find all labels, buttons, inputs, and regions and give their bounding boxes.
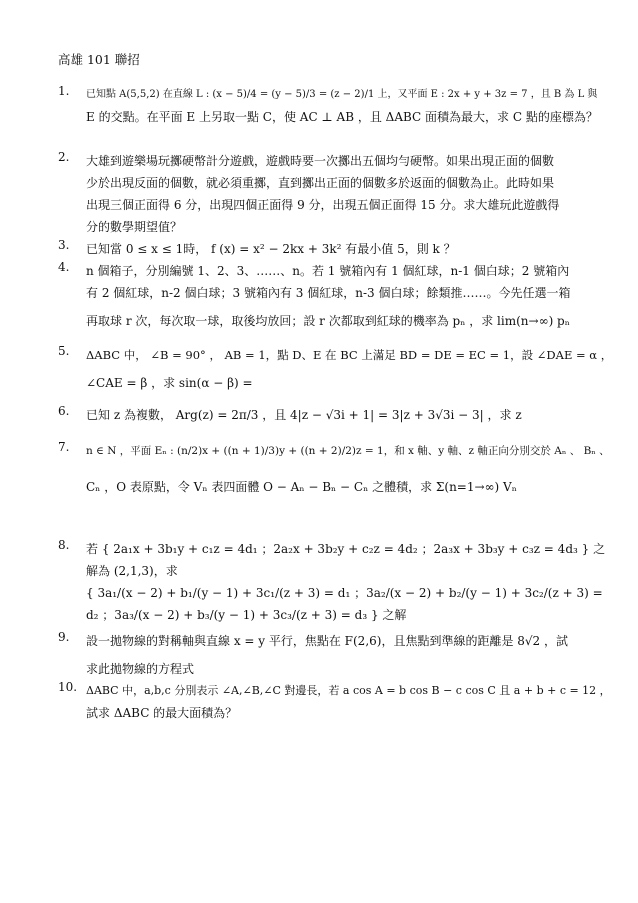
question-line: 分的數學期望值？	[86, 220, 183, 234]
question-line: ΔABC 中，a,b,c 分別表示 ∠A,∠B,∠C 對邊長，若 a cos A = b cos B − c cos C 且 a + b + c = 12 ，	[86, 684, 611, 697]
question-number: 3.	[58, 238, 70, 252]
question-line: n 個箱子，分別編號 1、2、3、……、n。若 1 號箱內有 1 個紅球，n-1 個白球；2 號箱內	[86, 264, 570, 278]
question-number: 5.	[58, 344, 70, 358]
page-title: 高雄 101 聯招	[58, 52, 140, 67]
question-line: E 的交點。在平面 E 上另取一點 C，使 AC ⊥ AB ，且 ΔABC 面積為最大，求 C 點的座標為？	[86, 110, 598, 124]
question-line: ΔABC 中， ∠B = 90° ， AB = 1，點 D、E 在 BC 上滿足 BD = DE = EC = 1，設 ∠DAE = α ，	[86, 348, 613, 362]
question-line: 已知 z 為複數， Arg(z) = 2π/3 ，且 4|z − √3i + 1| = 3|z + 3√3i − 3| ，求 z	[86, 408, 522, 422]
question-number: 7.	[58, 440, 70, 454]
question-line: 少於出現反面的個數，就必須重擲，直到擲出正面的個數多於返面的個數為止。此時如果	[86, 176, 555, 190]
question-number: 1.	[58, 84, 70, 98]
question-line: n ∈ N ，平面 Eₙ : (n/2)x + ((n + 1)/3)y + ((n + 2)/2)z = 1，和 x 軸、y 軸、z 軸正向分別交於 Aₙ 、 Bₙ 、	[86, 445, 610, 457]
question-line: 求此拋物線的方程式	[86, 662, 195, 676]
question-line: 試求 ΔABC 的最大面積為？	[86, 706, 238, 720]
question-line: 設一拋物線的對稱軸與直線 x = y 平行，焦點在 F(2,6)，且焦點到準線的距離是 8√2 ，試	[86, 634, 568, 648]
question-line: { 3a₁/(x − 2) + b₁/(y − 1) + 3c₁/(z + 3) = d₁ ；3a₂/(x − 2) + b₂/(y − 1) + 3c₂/(z + 3) = d₂ ；3a₃/(x − 2) + b₃/(y − 1) + 3c₃/(z + 3) = d₃ } 之解	[86, 586, 603, 622]
question-number: 8.	[58, 538, 70, 552]
question-line: ∠CAE = β ，求 sin(α − β) =	[86, 376, 253, 390]
question-line: 再取球 r 次，每次取一球，取後均放回；設 r 次都取到紅球的機率為 pₙ ，求 lim(n→∞) pₙ	[86, 314, 570, 328]
question-line: 大雄到遊樂場玩擲硬幣計分遊戲，遊戲時要一次擲出五個均勻硬幣。如果出現正面的個數	[86, 154, 555, 168]
question-number: 6.	[58, 404, 70, 418]
question-line: 出現三個正面得 6 分，出現四個正面得 9 分，出現五個正面得 15 分。求大雄玩此遊戲得	[86, 198, 560, 212]
question-number: 4.	[58, 260, 70, 274]
question-number: 9.	[58, 630, 70, 644]
question-line: 已知當 0 ≤ x ≤ 1時， f (x) = x² − 2kx + 3k² 有最小值 5，則 k ？	[86, 242, 456, 256]
question-number: 2.	[58, 150, 70, 164]
question-line: Cₙ ，O 表原點，令 Vₙ 表四面體 O − Aₙ − Bₙ − Cₙ 之體積，求 Σ(n=1→∞) Vₙ	[86, 480, 517, 494]
question-line: 有 2 個紅球，n-2 個白球；3 號箱內有 3 個紅球，n-3 個白球；餘類推……。今先任選一箱	[86, 286, 571, 300]
question-line: 若 { 2a₁x + 3b₁y + c₁z = 4d₁ ；2a₂x + 3b₂y + c₂z = 4d₂ ；2a₃x + 3b₃y + c₃z = 4d₃ } 之解為 (2,1,3)，求	[86, 542, 606, 578]
question-line: 已知點 A(5,5,2) 在直線 L : (x − 5)/4 = (y − 5)/3 = (z − 2)/1 上，又平面 E : 2x + y + 3z = 7 ，且 B 為 L 與	[86, 89, 598, 100]
question-number: 10.	[58, 680, 78, 694]
